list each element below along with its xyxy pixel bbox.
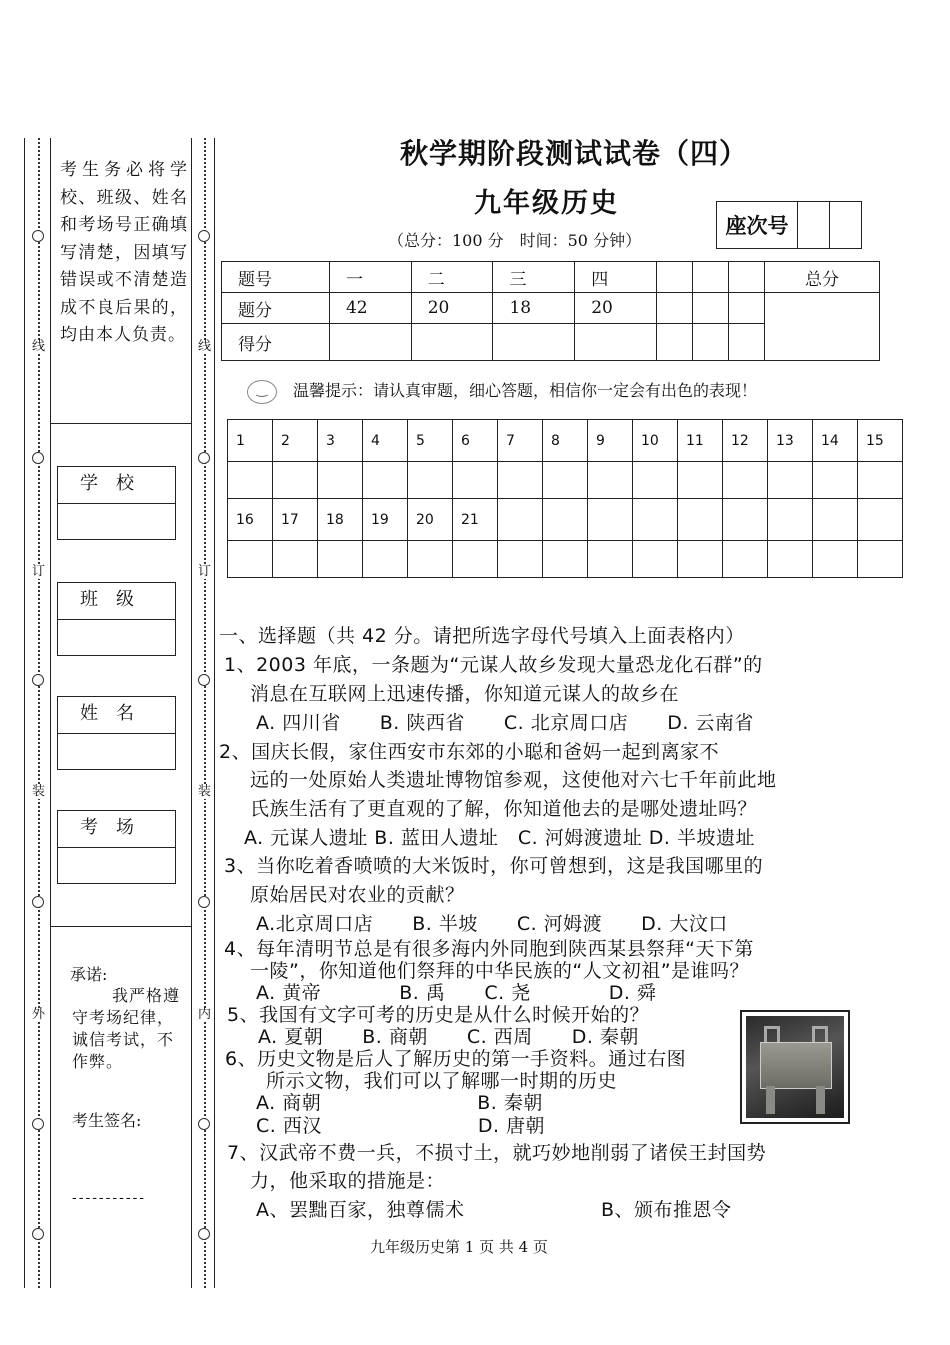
binding-dotted-line-outer (38, 138, 40, 1288)
question-4-line-1: 4、每年清明节总是有很多海内外同胞到陕西某县祭拜“天下第 (224, 938, 754, 960)
question-7-options: A、罢黜百家，独尊儒术 B、颁布推恩令 (256, 1199, 732, 1221)
binding-hole (198, 230, 210, 242)
strip-mark-wai-outer: 外 (32, 1007, 46, 1022)
answer-number-cell: 9 (588, 420, 633, 462)
answer-number-cell (633, 499, 678, 541)
question-5-line-1: 5、我国有文字可考的历史是从什么时候开始的？ (227, 1004, 650, 1026)
answer-number-cell: 12 (723, 420, 768, 462)
answer-box[interactable] (813, 541, 858, 578)
answer-box[interactable] (273, 541, 318, 578)
binding-hole (32, 896, 44, 908)
answer-number-cell: 15 (858, 420, 903, 462)
answer-box[interactable] (498, 462, 543, 499)
score-cell: 题号 (222, 262, 330, 293)
answer-box[interactable] (723, 462, 768, 499)
score-cell: 42 (329, 293, 411, 324)
answer-number-cell: 17 (273, 499, 318, 541)
score-input-cell[interactable] (411, 324, 493, 361)
answer-number-cell (588, 499, 633, 541)
strip-border-left2 (191, 138, 192, 1288)
answer-box[interactable] (228, 462, 273, 499)
answer-number-cell: 1 (228, 420, 273, 462)
answer-box[interactable] (363, 462, 408, 499)
page-title: 秋学期阶段测试试卷（四） (400, 137, 749, 170)
pledge-text: 我严格遵守考场纪律，诚信考试，不作弊。 (72, 986, 181, 1071)
answer-number-cell: 3 (318, 420, 363, 462)
score-cell (728, 262, 764, 293)
binding-hole (198, 1118, 210, 1130)
strip-border-right2 (214, 138, 215, 1288)
score-cell (657, 262, 693, 293)
exam-room-field[interactable] (57, 810, 176, 884)
total-score-cell[interactable] (765, 293, 880, 361)
score-table (221, 261, 880, 361)
answer-number-cell: 7 (498, 420, 543, 462)
answer-box[interactable] (543, 462, 588, 499)
bronze-ding-image (740, 1010, 850, 1124)
answer-number-cell: 10 (633, 420, 678, 462)
pledge-title: 承诺: (70, 965, 108, 984)
question-6-line-1: 6、历史文物是后人了解历史的第一手资料。通过右图 (225, 1048, 687, 1070)
strip-border-left (24, 138, 25, 1288)
answer-number-cell (723, 499, 768, 541)
answer-number-cell: 16 (228, 499, 273, 541)
score-cell (692, 262, 728, 293)
answer-box[interactable] (678, 541, 723, 578)
question-7-line-2: 力，他采取的措施是： (250, 1170, 446, 1192)
strip-mark-zhuang-inner: 装 (198, 784, 212, 799)
answer-box[interactable] (408, 462, 453, 499)
section-heading: 一、选择题（共 42 分。请把所选字母代号填入上面表格内） (219, 625, 745, 647)
binding-hole (32, 230, 44, 242)
answer-box[interactable] (543, 541, 588, 578)
score-cell (692, 293, 728, 324)
question-3-line-2: 原始居民对农业的贡献？ (250, 884, 465, 906)
question-5-options: A. 夏朝 B. 商朝 C. 西周 D. 秦朝 (258, 1026, 639, 1048)
answer-box[interactable] (588, 462, 633, 499)
answer-number-cell (678, 499, 723, 541)
answer-number-cell (543, 499, 588, 541)
score-cell (728, 293, 764, 324)
signature-line[interactable]: ----------- (72, 1190, 147, 1206)
strip-mark-xian-outer: 线 (32, 339, 46, 354)
question-6-options-2: C. 西汉 D. 唐朝 (256, 1115, 546, 1137)
binding-hole (32, 1228, 44, 1240)
question-6-options-1: A. 商朝 B. 秦朝 (256, 1092, 543, 1114)
score-cell: 题分 (222, 293, 330, 324)
seat-number-cell[interactable] (830, 202, 862, 249)
answer-box[interactable] (633, 541, 678, 578)
answer-number-cell: 8 (543, 420, 588, 462)
question-1-options: A. 四川省 B. 陕西省 C. 北京周口店 D. 云南省 (256, 712, 754, 734)
answer-box[interactable] (858, 462, 903, 499)
answer-number-cell: 11 (678, 420, 723, 462)
answer-box[interactable] (453, 462, 498, 499)
answer-box[interactable] (318, 541, 363, 578)
binding-hole (32, 452, 44, 464)
score-cell: 三 (493, 262, 575, 293)
question-6-line-2: 所示文物，我们可以了解哪一时期的历史 (266, 1070, 618, 1092)
strip-mark-ding-outer: 订 (32, 564, 46, 579)
answer-number-cell: 2 (273, 420, 318, 462)
question-7-line-1: 7、汉武帝不费一兵，不损寸土，就巧妙地削弱了诸侯王封国势 (227, 1142, 767, 1164)
question-2-line-1: 2、国庆长假，家住西安市东郊的小聪和爸妈一起到离家不 (219, 741, 720, 763)
class-field[interactable] (57, 582, 176, 656)
name-label: 姓名 (58, 697, 175, 734)
answer-number-cell: 18 (318, 499, 363, 541)
answer-number-cell: 19 (363, 499, 408, 541)
score-input-cell[interactable] (728, 324, 764, 361)
tip-text: 温馨提示：请认真审题，细心答题，相信你一定会有出色的表现！ (293, 381, 758, 400)
score-cell: 20 (411, 293, 493, 324)
school-field[interactable] (57, 466, 176, 540)
binding-hole (198, 1228, 210, 1240)
answer-box[interactable] (498, 541, 543, 578)
question-1-line-2: 消息在互联网上迅速传播，你知道元谋人的故乡在 (250, 683, 680, 705)
answer-box[interactable] (363, 541, 408, 578)
question-4-options: A. 黄帝 B. 禹 C. 尧 D. 舜 (256, 982, 657, 1004)
score-time-info: （总分：100 分 时间：50 分钟） (388, 231, 642, 250)
strip-border-right (50, 138, 51, 1288)
binding-hole (198, 674, 210, 686)
tip-line (247, 378, 757, 404)
question-3-line-1: 3、当你吃着香喷喷的大米饭时，你可曾想到，这是我国哪里的 (224, 855, 764, 877)
answer-number-cell (858, 499, 903, 541)
score-input-cell[interactable] (329, 324, 411, 361)
answer-number-cell (813, 499, 858, 541)
answer-box[interactable] (813, 462, 858, 499)
answer-number-cell: 13 (768, 420, 813, 462)
answer-box[interactable] (588, 541, 633, 578)
answer-box[interactable] (408, 541, 453, 578)
exam-room-label: 考场 (58, 811, 175, 848)
answer-box[interactable] (633, 462, 678, 499)
strip-mark-xian-inner: 线 (198, 339, 212, 354)
answer-number-cell: 21 (453, 499, 498, 541)
binding-hole (198, 452, 210, 464)
answer-box[interactable] (228, 541, 273, 578)
binding-hole (32, 674, 44, 686)
answer-number-cell: 4 (363, 420, 408, 462)
answer-box[interactable] (768, 541, 813, 578)
answer-number-cell: 20 (408, 499, 453, 541)
question-1-line-1: 1、2003 年底，一条题为“元谋人故乡发现大量恐龙化石群”的 (224, 654, 763, 676)
seat-number-label: 座次号 (717, 202, 798, 249)
binding-dotted-line-inner (204, 138, 206, 1288)
class-label: 班级 (58, 583, 175, 620)
strip-divider (50, 926, 191, 927)
question-4-line-2: 一陵”，你知道他们祭拜的中华民族的“人文初祖”是谁吗？ (250, 960, 750, 982)
score-cell: 得分 (222, 324, 330, 361)
answer-box[interactable] (453, 541, 498, 578)
answer-number-cell (498, 499, 543, 541)
answer-number-cell: 5 (408, 420, 453, 462)
answer-box[interactable] (273, 462, 318, 499)
answer-box[interactable] (858, 541, 903, 578)
answer-box[interactable] (318, 462, 363, 499)
score-cell: 18 (493, 293, 575, 324)
score-cell (657, 293, 693, 324)
score-input-cell[interactable] (575, 324, 657, 361)
seat-number-cell[interactable] (798, 202, 830, 249)
score-cell: 二 (411, 262, 493, 293)
answer-number-cell: 14 (813, 420, 858, 462)
strip-mark-ding-inner: 订 (198, 564, 212, 579)
question-3-options: A.北京周口店 B. 半坡 C. 河姆渡 D. 大汶口 (256, 913, 728, 935)
answer-grid (227, 419, 903, 578)
binding-hole (32, 1118, 44, 1130)
binding-hole (198, 896, 210, 908)
candidate-notice: 考生务必将学校、班级、姓名和考场号正确填写清楚，因填写错误或不清楚造成不良后果的，均由本人负责。 (60, 160, 188, 345)
answer-box[interactable] (723, 541, 768, 578)
school-label: 学校 (58, 467, 175, 504)
score-input-cell[interactable] (493, 324, 575, 361)
answer-box[interactable] (768, 462, 813, 499)
page-footer: 九年级历史第 1 页 共 4 页 (370, 1238, 548, 1256)
strip-divider (50, 423, 191, 424)
name-field[interactable] (57, 696, 176, 770)
strip-mark-zhuang-outer: 装 (32, 784, 46, 799)
score-cell: 一 (329, 262, 411, 293)
score-cell: 20 (575, 293, 657, 324)
smiley-icon: ‿ (247, 380, 277, 404)
answer-number-cell: 6 (453, 420, 498, 462)
question-2-options: A. 元谋人遗址 B. 蓝田人遗址 C. 河姆渡遗址 D. 半坡遗址 (244, 827, 755, 849)
question-2-line-3: 氏族生活有了更直观的了解，你知道他去的是哪处遗址吗？ (250, 798, 758, 820)
question-2-line-2: 远的一处原始人类遗址博物馆参观，这使他对六七千年前此地 (250, 769, 777, 791)
score-cell: 四 (575, 262, 657, 293)
subject-title: 九年级历史 (474, 188, 619, 219)
signature-label: 考生签名: (72, 1111, 142, 1130)
total-score-header: 总分 (765, 262, 880, 293)
score-input-cell[interactable] (657, 324, 693, 361)
seat-number-box[interactable] (716, 201, 862, 249)
score-input-cell[interactable] (692, 324, 728, 361)
strip-mark-nei-inner: 内 (198, 1007, 212, 1022)
answer-box[interactable] (678, 462, 723, 499)
answer-number-cell (768, 499, 813, 541)
